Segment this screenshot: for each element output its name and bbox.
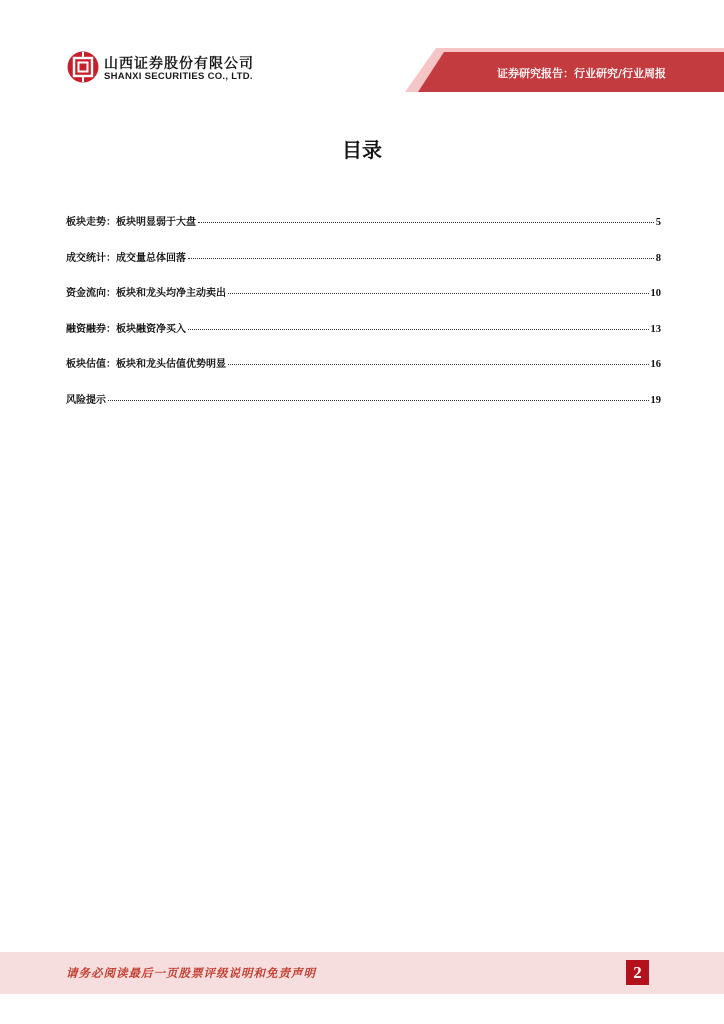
toc-leader-dots (188, 258, 654, 259)
page-number: 2 (626, 960, 649, 985)
toc-entry-page: 10 (650, 288, 661, 299)
shanxi-securities-logo-icon (66, 50, 100, 84)
toc-entry-label: 资金流向：板块和龙头均净主动卖出 (66, 288, 226, 299)
report-type: 证券研究报告：行业研究/行业周报 (496, 67, 666, 80)
toc-entry-label: 板块估值：板块和龙头估值优势明显 (66, 359, 226, 370)
toc-entry-risk-warning[interactable] (66, 391, 661, 427)
toc-entry-fund-flow[interactable] (66, 284, 661, 320)
toc-entry-volume-stats[interactable] (66, 249, 661, 285)
company-name-cn: 山西证券股份有限公司 (104, 56, 254, 72)
header-banner (0, 0, 724, 100)
page-header (0, 0, 724, 100)
toc-entry-label: 风险提示 (66, 394, 106, 406)
toc-entry-page: 8 (655, 252, 661, 264)
toc-entry-page: 13 (650, 323, 661, 335)
toc-title: 目录 (342, 138, 382, 162)
toc-leader-dots (188, 329, 649, 330)
page-footer (0, 952, 724, 994)
toc-entry-label: 板块走势：板块明显弱于大盘 (66, 217, 196, 228)
toc-entry-sector-trend[interactable] (66, 213, 661, 249)
toc-entry-page: 16 (650, 359, 661, 370)
toc-leader-dots (228, 293, 649, 294)
toc-leader-dots (198, 222, 654, 223)
toc-entry-page: 5 (655, 217, 661, 228)
disclaimer-notice: 请务必阅读最后一页股票评级说明和免责声明 (66, 966, 316, 980)
toc-entry-label: 成交统计：成交量总体回落 (66, 252, 186, 264)
table-of-contents (66, 213, 661, 426)
toc-leader-dots (228, 364, 649, 365)
toc-entry-valuation[interactable] (66, 355, 661, 391)
company-name-en: SHANXI SECURITIES CO., LTD. (104, 71, 253, 82)
toc-entry-margin-trading[interactable] (66, 320, 661, 356)
toc-leader-dots (108, 400, 649, 401)
toc-entry-label: 融资融券：板块融资净买入 (66, 323, 186, 335)
toc-entry-page: 19 (650, 394, 661, 406)
